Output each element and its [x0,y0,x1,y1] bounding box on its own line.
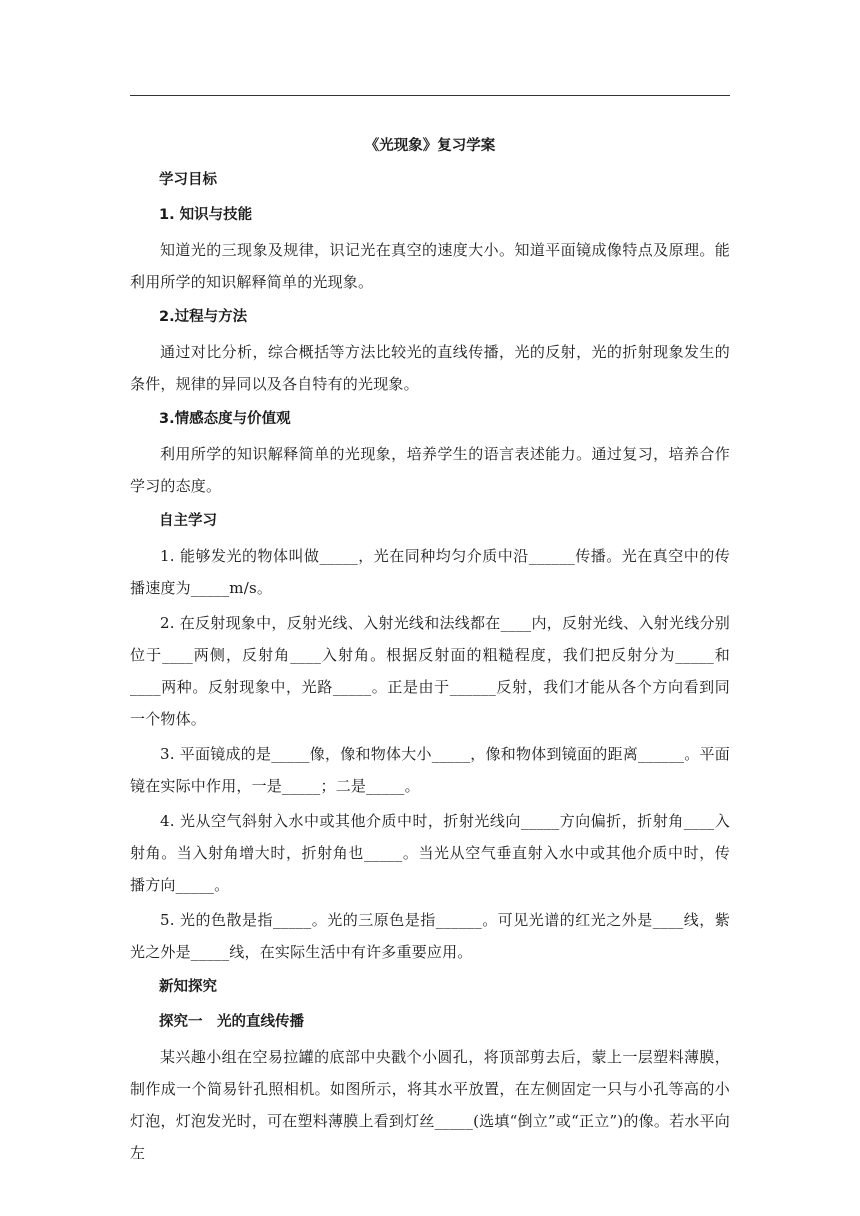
section-heading: 3.情感态度与价值观 [159,411,291,427]
section-heading: 2.过程与方法 [159,309,248,325]
question-1: 1. 能够发光的物体叫做_____，光在同种均匀介质中沿______传播。光在真空中的传播速度为_____m/s。 [130,547,730,597]
paragraph: 某兴趣小组在空易拉罐的底部中央戳个小圆孔，将顶部剪去后，蒙上一层塑料薄膜，制作成一个简易针孔照相机。如图所示，将其水平放置，在左侧固定一只与小孔等高的小灯泡，灯泡发光时，可在塑料薄膜上看到灯丝_____(选填“倒立”或“正立”)的像。若水平向左 [130,1048,730,1162]
paragraph: 通过对比分析，综合概括等方法比较光的直线传播，光的反射，光的折射现象发生的条件，规律的异同以及各自特有的光现象。 [130,343,730,393]
section-heading: 1. 知识与技能 [159,207,253,223]
question-2: 2. 在反射现象中，反射光线、入射光线和法线都在____内，反射光线、入射光线分别位于____两侧，反射角____入射角。根据反射面的粗糙程度，我们把反射分为_____和____两种。反射现象中，光路_____。正是由于______反射，我们才能从各个方向看到同一个物体。 [130,614,730,728]
header-rule [130,95,730,96]
question-4: 4. 光从空气斜射入水中或其他介质中时，折射光线向_____方向偏折，折射角____入射角。当入射角增大时，折射角也_____。当光从空气垂直射入水中或其他介质中时，传播方向_____。 [130,812,730,894]
document-content [130,130,730,1172]
document-page [130,0,730,1216]
paragraph: 知道光的三现象及规律，识记光在真空的速度大小。知道平面镜成像特点及原理。能利用所学的知识解释简单的光现象。 [130,241,730,291]
section-heading: 自主学习 [159,513,217,529]
paragraph: 利用所学的知识解释简单的光现象，培养学生的语言表述能力。通过复习，培养合作学习的态度。 [130,445,730,495]
document-title: 《光现象》复习学案 [364,138,496,154]
question-3: 3. 平面镜成的是_____像，像和物体大小_____，像和物体到镜面的距离______。平面镜在实际中作用，一是_____；二是_____。 [130,745,730,795]
section-heading: 探究一 光的直线传播 [159,1014,304,1030]
section-heading: 新知探究 [159,979,217,995]
section-heading: 学习目标 [159,172,217,188]
question-5: 5. 光的色散是指_____。光的三原色是指______。可见光谱的红光之外是____线，紫光之外是_____线，在实际生活中有许多重要应用。 [130,911,730,961]
